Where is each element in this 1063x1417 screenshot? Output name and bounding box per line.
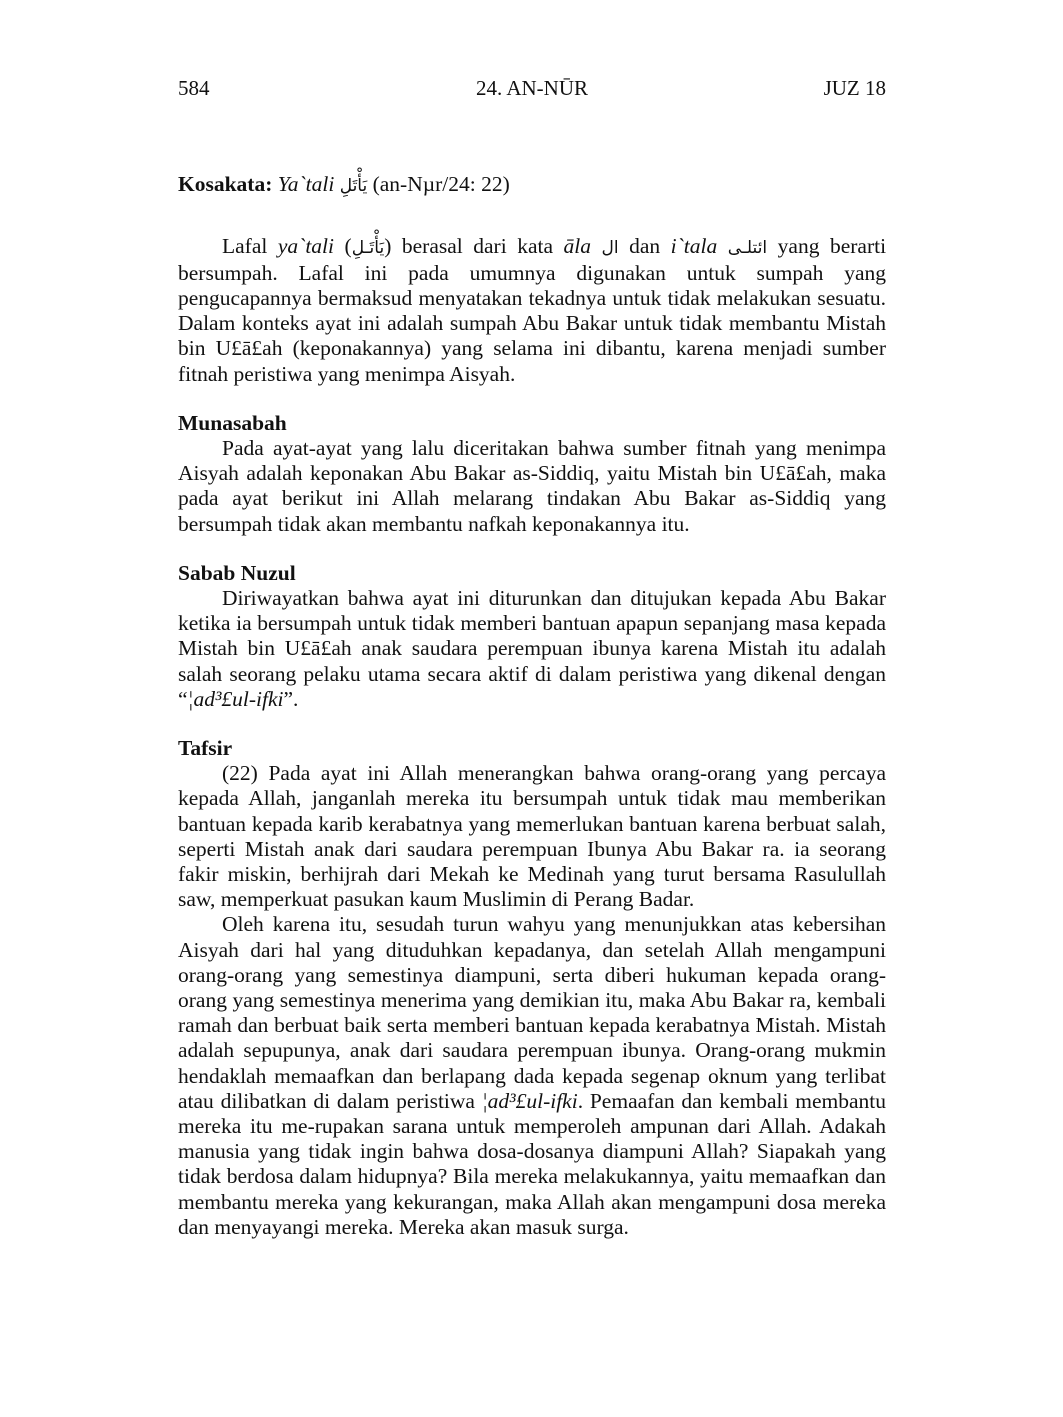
text-run: Oleh karena itu, sesudah turun wahyu yang menunjukkan atas kebersihan Aisyah dari hal yang dituduhkan kepadanya, dan setelah Allah mengampuni orang-orang yang semestinya diampuni, serta diberi hukuman kepada orang-orang yang semestinya menerima yang demikian itu, maka Abu Bakar ra, kembali ramah dan berbuat baik serta memberi bantuan kepada kerabatnya Mistah. Mistah adalah sepupunya, anak dari saudara perempuan ibunya. Orang-orang mukmin hendaklah memaafkan dan berlapang dada kepada segenap oknum yang terlibat atau dilibatkan di dalam peristiwa <box>178 912 886 1113</box>
juz-label: JUZ 18 <box>823 76 886 100</box>
tafsir-paragraph-2 <box>178 912 886 1240</box>
text-run: ) <box>384 233 392 258</box>
arabic-yatali: يَأْتَـلِ <box>351 237 385 258</box>
munasabah-paragraph: Pada ayat-ayat yang lalu diceritakan bahwa sumber fitnah yang menimpa Aisyah adalah keponakan Abu Bakar as-Siddiq, yaitu Mistah bin U£ā£ah, maka pada ayat berikut ini Allah melarang tindakan Abu Bakar as-Siddiq yang bersumpah tidak akan membantu nafkah keponakannya itu. <box>178 435 886 536</box>
page-number: 584 <box>178 76 210 100</box>
text-run: ”. <box>283 686 299 711</box>
term-hadisul-ifki: ¦ad³£ul-ifki <box>187 686 284 711</box>
kosakata-paragraph <box>178 234 886 387</box>
arabic-ala: ال <box>601 237 619 258</box>
kosakata-heading <box>178 170 886 200</box>
term-ala: āla <box>563 233 591 258</box>
tafsir-heading: Tafsir <box>178 735 233 760</box>
kosakata-label: Kosakata: <box>178 172 273 196</box>
text-run: yang berarti bersumpah. Lafal ini pada umumnya digunakan untuk sumpah yang pengucapannya bermaksud menyatakan tekadnya untuk tidak melakukan sesuatu. Dalam konteks ayat ini adalah sumpah Abu Bakar untuk tidak membantu Mistah bin U£ā£ah (keponakannya) yang selama ini dibantu, karena menjadi sumber fitnah peristiwa yang menimpa Aisyah. <box>178 233 887 386</box>
text-run: ( <box>344 233 352 258</box>
sabab-nuzul-paragraph <box>178 586 886 712</box>
kosakata-term: Ya`tali <box>277 172 335 196</box>
kosakata-arabic: يَأْتَلِ <box>339 176 368 196</box>
page <box>178 72 886 1240</box>
munasabah-heading: Munasabah <box>178 410 287 435</box>
running-header <box>178 72 886 104</box>
sabab-nuzul-heading: Sabab Nuzul <box>178 560 296 585</box>
kosakata-reference: (an-Nµr/24: 22) <box>372 172 510 196</box>
text-run: Lafal <box>222 233 268 258</box>
text-run: dan <box>629 233 661 258</box>
term-yatali: ya`tali <box>277 233 334 258</box>
text-run: berasal dari kata <box>401 233 553 258</box>
arabic-itala: ائتلـى <box>727 237 768 258</box>
surah-title: 24. AN-NŪR <box>475 76 588 100</box>
term-hadisul-ifki: ¦ad³£ul-ifki <box>481 1088 578 1113</box>
term-itala: i`tala <box>670 233 718 258</box>
text-run: Diriwayatkan bahwa ayat ini diturunkan dan ditujukan kepada Abu Bakar ketika ia bersumpah untuk tidak memberi bantuan apapun sepanjang masa kepada Mistah bin U£ā£ah anak saudara perempuan ibunya karena Mistah itu adalah salah seorang pelaku utama secara aktif di dalam peristiwa yang dikenal dengan “ <box>178 585 886 711</box>
tafsir-paragraph-1: (22) Pada ayat ini Allah menerangkan bahwa orang-orang yang percaya kepada Allah, janganlah mereka itu bersumpah untuk tidak mau memberikan bantuan kepada karib kerabatnya yang memerlukan bantuan karena berbuat salah, seperti Mistah anak dari saudara perempuan Ibunya Abu Bakar ra. ia seorang fakir miskin, berhijrah dari Mekah ke Medinah yang turut bersama Rasulullah saw, memperkuat pasukan kaum Muslimin di Perang Badar. <box>178 761 886 912</box>
text-run: . Pemaafan dan kembali membantu mereka itu me-rupakan sarana untuk memperoleh ampunan dari Allah. Adakah manusia yang tidak ingin bahwa dosa-dosanya diampuni Allah? Siapakah yang tidak berdosa dalam hidupnya? Bila mereka melakukannya, yaitu memaafkan dan membantu mereka yang kekurangan, maka Allah akan mengampuni dosa mereka dan menyayangi mereka. Mereka akan masuk surga. <box>178 1088 886 1239</box>
